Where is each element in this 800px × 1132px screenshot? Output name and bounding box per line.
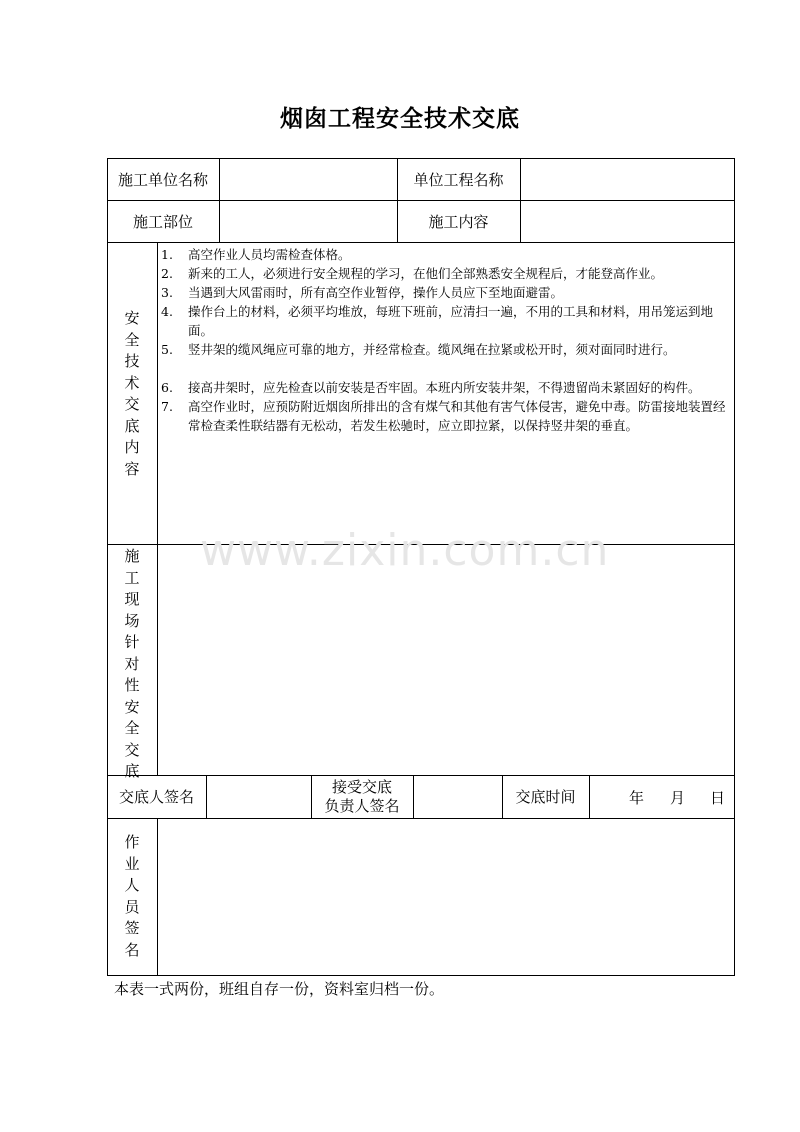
footnote: 本表一式两份，班组自存一份，资料室归档一份。 — [114, 980, 445, 998]
list-item — [161, 340, 735, 359]
unit-project-name-field[interactable] — [520, 158, 735, 200]
item-number: 1. — [161, 247, 173, 262]
day-label: 日 — [710, 789, 726, 807]
receiver-signature-field[interactable] — [413, 775, 502, 818]
label-char: 全 — [124, 330, 140, 349]
label-char: 场 — [124, 611, 140, 630]
label-char: 底 — [124, 762, 140, 780]
label-char: 容 — [124, 459, 140, 478]
construction-unit-name-field[interactable] — [219, 158, 397, 200]
briefing-date-field[interactable] — [589, 775, 735, 818]
receiver-label-line: 负责人签名 — [324, 796, 400, 815]
list-item — [161, 397, 735, 435]
unit-project-name-label: 单位工程名称 — [413, 170, 504, 189]
label-char: 对 — [124, 654, 140, 673]
label-char: 交 — [124, 395, 140, 413]
label-char: 针 — [124, 633, 140, 651]
page-title: 烟囱工程安全技术交底 — [280, 105, 520, 132]
label-char: 工 — [124, 568, 140, 587]
worker-signature-field[interactable] — [158, 819, 734, 975]
label-char: 底 — [124, 416, 140, 435]
label-char: 安 — [124, 309, 140, 327]
item-text: 新来的工人，必须进行安全规程的学习，在他们全部熟悉安全规程后，才能登高作业。 — [188, 266, 664, 281]
site-specific-label — [107, 546, 157, 783]
list-item — [161, 302, 735, 340]
safety-items-list — [161, 245, 735, 435]
item-number: 2. — [161, 266, 173, 281]
construction-content-label: 施工内容 — [428, 212, 489, 231]
item-text: 操作台上的材料，必须平均堆放，每班下班前，应清扫一遍，不用的工具和材料，用吊笼运到地面。 — [188, 304, 714, 338]
table-border-bottom — [107, 975, 735, 976]
label-char: 现 — [124, 590, 140, 608]
construction-content-field[interactable] — [520, 200, 735, 242]
label-char: 作 — [124, 833, 140, 851]
label-char: 施 — [124, 547, 140, 565]
safety-items-area — [107, 242, 735, 544]
construction-location-label: 施工部位 — [132, 212, 193, 231]
list-item — [161, 264, 735, 283]
year-label: 年 — [629, 789, 645, 807]
list-item — [161, 283, 735, 302]
month-label: 月 — [670, 789, 686, 807]
label-char: 签 — [124, 919, 140, 937]
item-number: 4. — [161, 304, 173, 319]
label-char: 名 — [124, 940, 140, 959]
giver-signature-field[interactable] — [206, 775, 311, 818]
receiver-label-line: 接受交底 — [331, 777, 392, 796]
label-char: 技 — [124, 352, 140, 370]
item-number: 5. — [161, 342, 173, 357]
worker-signature-label — [107, 832, 157, 961]
item-text: 接高井架时，应先检查以前安装是否牢固。本班内所安装井架，不得遗留尚未紧固好的构件。 — [188, 380, 701, 395]
list-item — [161, 245, 735, 264]
item-text: 高空作业时，应预防附近烟囱所排出的含有煤气和其他有害气体侵害，避免中毒。防雷接地装置经常检查柔性联结器有无松动，若发生松驰时，应立即拉紧，以保持竖井架的垂直。 — [188, 399, 726, 433]
label-char: 全 — [124, 719, 140, 737]
item-text: 竖井架的缆风绳应可靠的地方，并经常检查。缆风绳在拉紧或松开时，须对面同时进行。 — [188, 342, 676, 357]
label-char: 性 — [124, 676, 140, 694]
item-text: 当遇到大风雷雨时，所有高空作业暂停，操作人员应下至地面避雷。 — [188, 285, 564, 300]
label-char: 术 — [124, 373, 140, 392]
item-number: 7. — [161, 399, 173, 414]
list-item — [161, 378, 735, 397]
watermark: www.zixin.com.cn — [200, 525, 610, 576]
label-char: 安 — [124, 697, 140, 716]
label-char: 员 — [124, 897, 140, 916]
label-char: 交 — [124, 740, 140, 759]
receiver-signature-label — [311, 775, 413, 818]
item-number: 6. — [161, 380, 173, 395]
construction-unit-name-label: 施工单位名称 — [117, 170, 208, 189]
giver-signature-label: 交底人签名 — [118, 788, 194, 806]
item-text: 高空作业人员均需检查体格。 — [188, 247, 351, 262]
label-char: 业 — [124, 854, 140, 873]
item-number: 3. — [161, 285, 173, 300]
label-char: 内 — [124, 438, 140, 456]
construction-location-field[interactable] — [219, 200, 397, 242]
briefing-time-label: 交底时间 — [515, 788, 576, 806]
label-char: 人 — [124, 876, 140, 894]
site-specific-content-field[interactable] — [158, 545, 734, 775]
